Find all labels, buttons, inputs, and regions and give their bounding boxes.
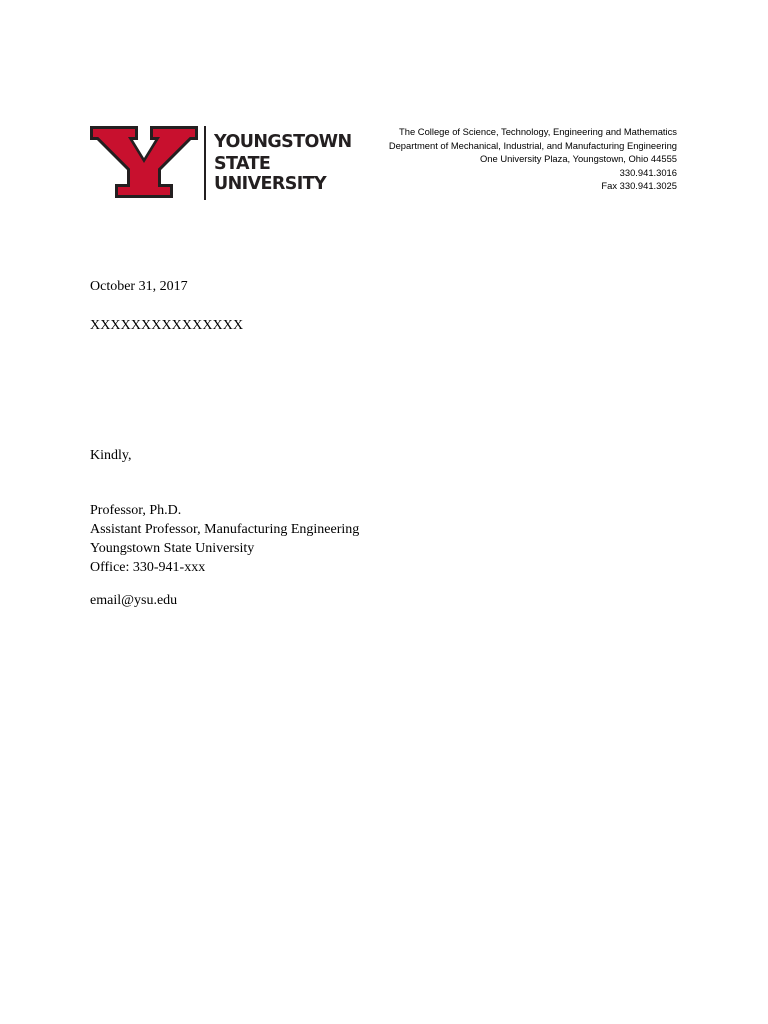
address-street: One University Plaza, Youngstown, Ohio 44555 <box>480 153 677 165</box>
address-phone: 330.941.3016 <box>619 166 677 178</box>
signature-name: Professor, Ph.D. <box>90 503 182 518</box>
university-logo <box>90 126 350 202</box>
logo-word-university: UNIVERSITY <box>214 174 327 194</box>
signature-email[interactable]: email@ysu.edu <box>90 593 178 608</box>
signature-block <box>90 501 359 577</box>
address-department: Department of Mechanical, Industrial, and Manufacturing Engineering <box>388 139 677 151</box>
y-emblem-icon <box>90 126 198 198</box>
address-college: The College of Science, Technology, Engineering and Mathematics <box>399 126 677 137</box>
logo-word-youngstown: YOUNGSTOWN <box>214 132 352 152</box>
logo-word-state: STATE <box>214 154 271 174</box>
letter-date: October 31, 2017 <box>90 279 188 294</box>
letter-closing: Kindly, <box>90 448 132 463</box>
letter-recipient: XXXXXXXXXXXXXXX <box>90 318 244 333</box>
logo-divider <box>204 126 206 200</box>
address-fax: Fax 330.941.3025 <box>601 180 677 192</box>
signature-institution: Youngstown State University <box>90 541 255 556</box>
letterhead-address <box>389 125 677 193</box>
signature-title: Assistant Professor, Manufacturing Engineering <box>90 522 360 537</box>
signature-office: Office: 330-941-xxx <box>90 560 206 575</box>
